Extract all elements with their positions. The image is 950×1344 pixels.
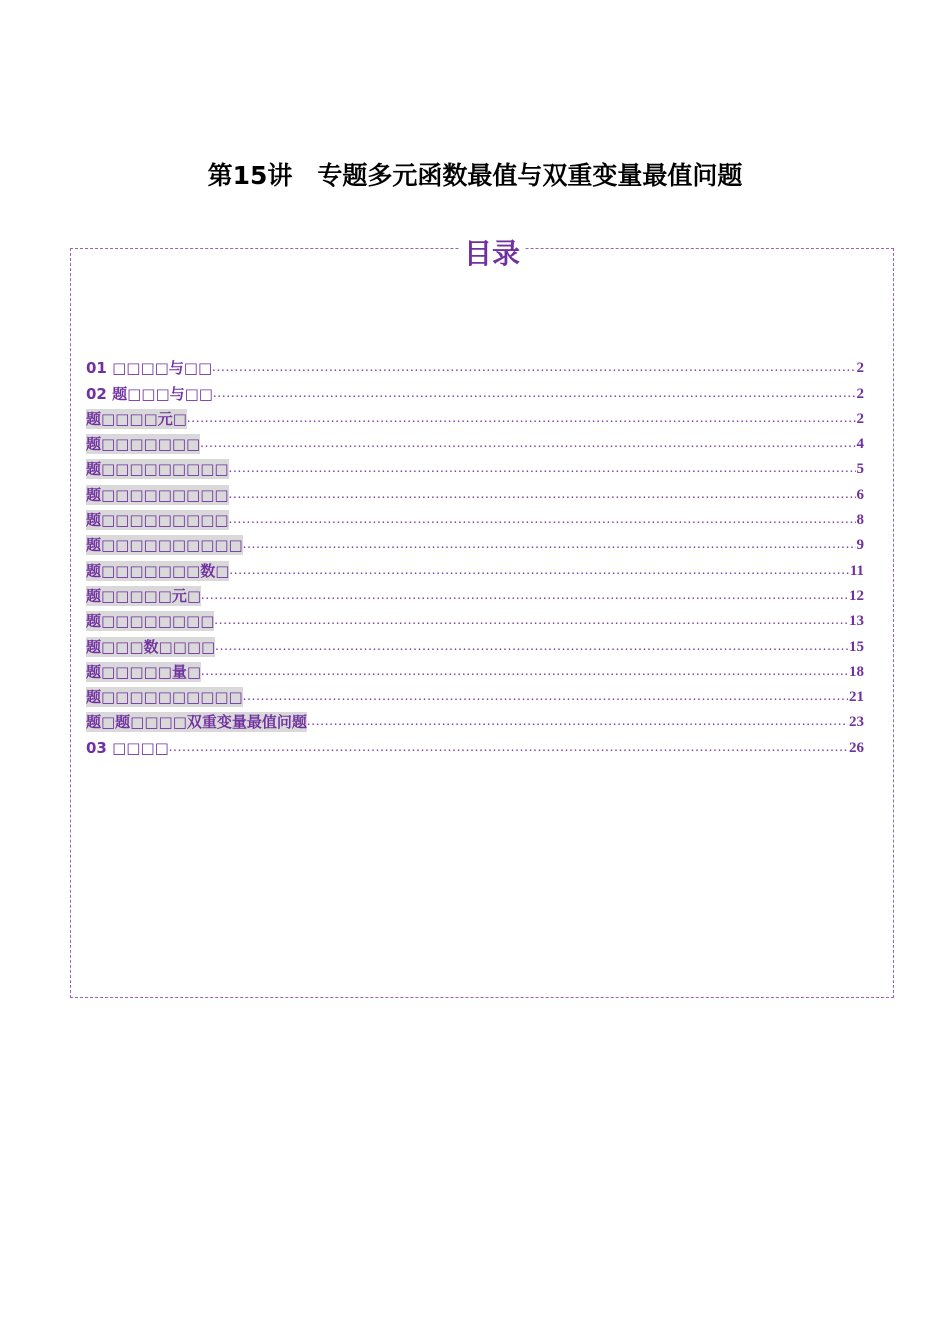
toc-entry-page: 5: [856, 461, 864, 478]
toc-entry[interactable]: [86, 429, 864, 454]
toc-entry-leader: [200, 434, 855, 454]
toc-entry[interactable]: [86, 454, 864, 479]
toc-entry-page: 2: [856, 360, 864, 377]
toc-entry-page: 21: [849, 689, 864, 706]
toc-entry-page: 6: [856, 486, 864, 503]
toc-entry-leader: [229, 510, 856, 530]
toc-entry-leader: [169, 738, 848, 758]
toc-entry-leader: [213, 384, 856, 404]
toc-entry-leader: [215, 637, 848, 657]
toc-entry-leader: [229, 459, 856, 479]
toc-entry-label: 题□□□数□□□□: [86, 637, 216, 656]
toc-heading: [0, 232, 950, 272]
toc-entry-label: 题□□□□□□□: [86, 435, 201, 454]
toc-entry-label: 题□□□□□量□: [86, 662, 202, 681]
toc-list: [86, 353, 864, 758]
toc-entry[interactable]: [86, 479, 864, 504]
toc-entry-label: 题□□□□□□□数□: [86, 561, 230, 580]
document-title: 第15讲 专题多元函数最值与双重变量最值问题: [207, 161, 743, 190]
toc-entry-page: 9: [856, 537, 864, 554]
toc-entry-leader: [307, 712, 848, 732]
toc-entry-leader: [212, 358, 855, 378]
toc-entry-label: 题□题□□□□双重变量最值问题: [86, 713, 307, 732]
toc-entry[interactable]: [86, 530, 864, 555]
toc-entry-leader: [229, 485, 856, 505]
toc-entry[interactable]: [86, 657, 864, 682]
toc-entry-page: 2: [856, 385, 864, 402]
toc-entry[interactable]: [86, 707, 864, 732]
toc-entry[interactable]: [86, 606, 864, 631]
toc-entry-leader: [214, 611, 848, 631]
toc-entry[interactable]: [86, 732, 864, 757]
toc-entry[interactable]: [86, 555, 864, 580]
toc-entry[interactable]: [86, 404, 864, 429]
toc-entry-leader: [187, 409, 856, 429]
toc-entry[interactable]: [86, 353, 864, 378]
toc-entry-page: 11: [849, 562, 864, 579]
toc-entry-label: 题□□□□□□□□□: [86, 511, 229, 530]
toc-entry[interactable]: [86, 682, 864, 707]
toc-entry-label: 题□□□□□□□□□: [86, 485, 229, 504]
toc-entry-label: 题□□□□□□□□□□: [86, 536, 243, 555]
toc-entry-page: 26: [849, 739, 864, 756]
toc-entry-label: 02 题□□□与□□: [86, 384, 213, 403]
toc-entry-label: 题□□□□□□□□□: [86, 460, 229, 479]
toc-entry-label: 01 □□□□与□□: [86, 359, 213, 378]
toc-entry-label: 题□□□□元□: [86, 409, 187, 428]
toc-entry-page: 2: [856, 410, 864, 427]
toc-entry-page: 13: [849, 613, 864, 630]
toc-entry[interactable]: [86, 581, 864, 606]
toc-entry-page: 4: [856, 436, 864, 453]
toc-entry-leader: [201, 586, 848, 606]
toc-entry-label: 03 □□□□: [86, 738, 169, 757]
toc-entry-page: 8: [856, 512, 864, 529]
toc-entry-label: 题□□□□□□□□: [86, 612, 215, 631]
toc-entry-leader: [201, 662, 848, 682]
toc-entry[interactable]: [86, 505, 864, 530]
toc-entry-label: 题□□□□□元□: [86, 586, 202, 605]
toc-entry-leader: [243, 535, 856, 555]
toc-entry-label: 题□□□□□□□□□□: [86, 688, 243, 707]
toc-entry-page: 18: [849, 663, 864, 680]
toc-entry-leader: [243, 687, 848, 707]
toc-entry[interactable]: [86, 631, 864, 656]
toc-entry-page: 15: [849, 638, 864, 655]
toc-entry-page: 23: [849, 714, 864, 731]
toc-heading-text: 目录: [460, 237, 524, 270]
toc-entry[interactable]: [86, 378, 864, 403]
toc-entry-leader: [229, 561, 848, 581]
toc-entry-page: 12: [849, 587, 864, 604]
